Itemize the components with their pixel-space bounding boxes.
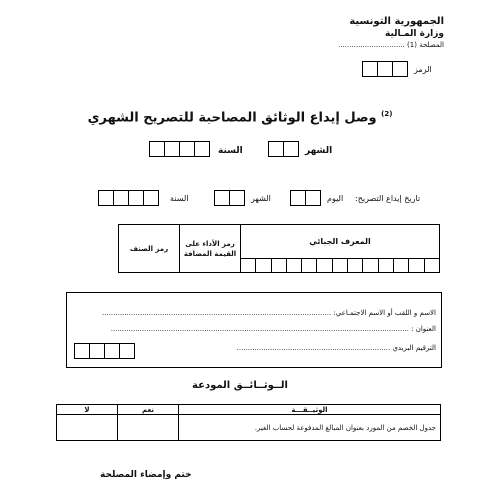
no-checkbox-cell[interactable] xyxy=(57,415,118,441)
month-cell[interactable] xyxy=(269,142,283,156)
filing-day-label: اليوم xyxy=(327,194,344,203)
day-cell[interactable] xyxy=(305,191,320,205)
document-column-header: الوثيــقـــة xyxy=(179,405,441,415)
yes-checkbox-cell[interactable] xyxy=(118,415,179,441)
form-title xyxy=(0,110,480,125)
country-name: الجمهورية التونسية xyxy=(349,16,444,27)
tax-id-cell[interactable] xyxy=(378,259,393,273)
filing-month-label: الشهر xyxy=(251,194,271,203)
vat-code-header: رمز الأداء على القيمة المضافة xyxy=(180,225,241,273)
tax-id-cell[interactable] xyxy=(286,259,301,273)
day-cell[interactable] xyxy=(291,191,305,205)
service-label: المصلحة (1) .............................. xyxy=(338,41,444,49)
postal-row xyxy=(237,344,436,352)
address-field-dots: ...................................................................................................................................... xyxy=(110,325,409,333)
name-field-dots: ....................................................................................................... xyxy=(102,309,332,317)
period-month-label: الشهر xyxy=(305,146,333,156)
code-label: الرمز xyxy=(414,65,432,74)
year-cell[interactable] xyxy=(194,142,209,156)
category-code-header: رمز الصنف xyxy=(119,225,180,273)
postal-cell[interactable] xyxy=(119,344,134,358)
documents-table xyxy=(56,404,441,441)
tax-id-cell[interactable] xyxy=(241,259,256,273)
tax-id-cell[interactable] xyxy=(393,259,408,273)
period-year-label: السنة xyxy=(218,146,243,156)
tax-id-cell[interactable] xyxy=(332,259,347,273)
tax-id-cell[interactable] xyxy=(409,259,424,273)
postal-field-dots: ..................................................................... xyxy=(236,344,391,352)
filing-date-label: تاريخ إيداع التصريح: xyxy=(355,194,421,203)
title-note: (2) xyxy=(381,110,393,118)
month-cell[interactable] xyxy=(215,191,229,205)
postal-cell[interactable] xyxy=(89,344,104,358)
code-cell[interactable] xyxy=(377,62,392,76)
name-row[interactable] xyxy=(102,309,436,317)
postal-code-boxes[interactable] xyxy=(74,343,135,359)
filing-year-boxes[interactable] xyxy=(98,190,159,206)
filing-year-label: السنة xyxy=(170,194,189,203)
tax-id-cell[interactable] xyxy=(302,259,317,273)
year-cell[interactable] xyxy=(143,191,158,205)
title-text: وصل إيداع الوثائق المصاحبة للتصريح الشهري xyxy=(87,110,377,126)
address-row[interactable] xyxy=(111,325,436,333)
tax-id-header: المعرف الجبائي xyxy=(241,225,440,259)
tax-id-cell[interactable] xyxy=(424,259,439,273)
postal-cell[interactable] xyxy=(75,344,89,358)
yes-column-header: نعم xyxy=(118,405,179,415)
tax-id-table xyxy=(118,224,440,273)
year-cell[interactable] xyxy=(164,142,179,156)
name-label: الاسم و اللقب أو الاسم الاجتمـاعي: xyxy=(333,309,436,317)
year-cell[interactable] xyxy=(99,191,113,205)
period-year-boxes[interactable] xyxy=(149,141,210,157)
tax-id-cell[interactable] xyxy=(271,259,286,273)
document-name: جدول الخصم من المورد بعنوان المبالغ المدفوعة لحساب الغير. xyxy=(179,415,441,441)
filing-month-boxes[interactable] xyxy=(214,190,245,206)
table-row xyxy=(57,415,441,441)
month-cell[interactable] xyxy=(283,142,298,156)
month-cell[interactable] xyxy=(229,191,244,205)
year-cell[interactable] xyxy=(128,191,143,205)
period-month-boxes[interactable] xyxy=(268,141,299,157)
year-cell[interactable] xyxy=(113,191,128,205)
address-label: العنوان : xyxy=(411,325,436,333)
code-cell[interactable] xyxy=(392,62,407,76)
year-cell[interactable] xyxy=(150,142,164,156)
documents-title: الــوثــائــق المودعة xyxy=(192,380,288,391)
tax-id-cell[interactable] xyxy=(363,259,378,273)
code-cell[interactable] xyxy=(363,62,377,76)
ministry-name: وزارة المـالية xyxy=(385,29,444,39)
postal-cell[interactable] xyxy=(104,344,119,358)
filing-day-boxes[interactable] xyxy=(290,190,321,206)
tax-id-cell[interactable] xyxy=(348,259,363,273)
tax-id-cell[interactable] xyxy=(256,259,271,273)
postal-label: الترقيم البريدي xyxy=(392,344,436,352)
stamp-label: ختم وإمضاء المصلحة xyxy=(100,470,192,480)
no-column-header: لا xyxy=(57,405,118,415)
tax-id-cell[interactable] xyxy=(317,259,332,273)
year-cell[interactable] xyxy=(179,142,194,156)
code-boxes[interactable] xyxy=(362,61,408,77)
